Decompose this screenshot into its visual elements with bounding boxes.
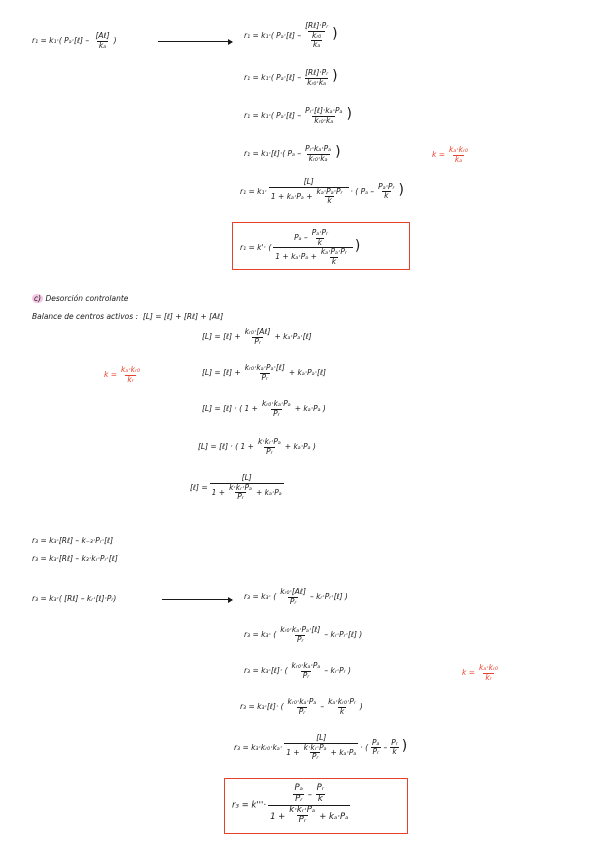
- r3-rate-a: r₃ = k₃·[Rℓ] – k₋₃·Pᵣ·[ℓ]: [32, 536, 114, 545]
- k-definition-b: k = $\frac{\text{kₐ·kᵣ₀}}{\text{kₐ}}$: [432, 145, 468, 164]
- r3-final: r₃ = k'''· $\frac{\text{Pₐ}}{\text{Pᵣ}}$ – $\frac{\text{Pᵣ}}{k}$ 1 + $\frac{\text{k·kᵣ·Pₐ}}{\text{Pᵣ}}$ + kₐ·Pₐ: [232, 783, 349, 826]
- r1-step-1: r₁ = k₁·( Pₐ·[ℓ] – $\frac{\text{[Rℓ]·Pᵣ}}{\frac{\text{kᵣ₀}}{\text{kₐ}}}$ ): [244, 21, 338, 50]
- r1-step-4: r₁ = k₁·[ℓ]·( Pₐ – $\frac{\text{Pᵣ·kₐ·Pₐ}}{\text{kᵣ₀·kₐ}}$ ): [244, 143, 341, 163]
- balance-step-4: [L] = [ℓ] · ( 1 + $\frac{\text{k·kᵣ·Pₐ}}{\text{Pᵣ}}$ + kₐ·Pₐ ): [198, 437, 316, 456]
- r1-definition: r₁ = k₁·( Pₐ·[ℓ] – $\frac{\text{[Aℓ]}}{\text{kₐ}}$ ): [32, 31, 117, 50]
- balance-step-5: [ℓ] = [L] 1 + $\frac{\text{k·kᵣ·Pₐ}}{\text{Pᵣ}}$ + kₐ·Pₐ: [190, 473, 282, 502]
- arrow-right-icon: [162, 599, 232, 600]
- balance-step-1: [L] = [ℓ] + $\frac{\text{kᵣ₀·[Aℓ]}}{\text{Pᵣ}}$ + kₐ·Pₐ·[ℓ]: [202, 327, 312, 346]
- balance-step-2: [L] = [ℓ] + $\frac{\text{kᵣ₀·kₐ·Pₐ·[ℓ]}}{\text{Pᵣ}}$ + kₐ·Pₐ·[ℓ]: [202, 363, 326, 382]
- balance-label: Balance de centros activos : [L] = [ℓ] + [Rℓ] + [Aℓ]: [32, 312, 224, 321]
- r1-final: r₁ = k'· ( Pₐ – $\frac{\text{Pₐ·Pᵣ}}{k}$ 1 + kₐ·Pₐ + $\frac{\text{kₐ·Pₐ·Pᵣ}}{k}$ ): [240, 228, 361, 266]
- r3-step-5: r₃ = k₃·kᵣ₀·kₐ· [L] 1 + $\frac{\text{k·kᵣ·Pₐ}}{\text{Pᵣ}}$ + kₐ·Pₐ · ( $\frac{\text{Pₐ}}{\text{Pᵣ}}$ – $\frac{\text{Pᵣ}}{k}$ ): [234, 733, 408, 762]
- r3-rate-b: r₃ = k₃·[Rℓ] – k₃·kᵣ·Pᵣ·[ℓ]: [32, 554, 118, 563]
- r1-step-5: r₁ = k₁· [L] 1 + kₐ·Pₐ + $\frac{\text{kₐ·Pₐ·Pᵣ}}{k}$ · ( Pₐ – $\frac{\text{Pₐ·Pᵣ}}{k}$ ): [240, 177, 404, 206]
- r1-step-3: r₁ = k₁·( Pₐ·[ℓ] – $\frac{\text{Pᵣ·[ℓ]·kₐ·Pₐ}}{\text{kᵣ₀·kₐ}}$ ): [244, 105, 352, 125]
- k-definition-c2: k = $\frac{\text{kₐ·kᵣ₀}}{\text{kᵣ}}$: [462, 663, 498, 682]
- r3-step-3: r₃ = k₃·[ℓ]· ( $\frac{\text{kᵣ₀·kₐ·Pₐ}}{\text{Pᵣ}}$ – kᵣ·Pᵣ ): [244, 661, 351, 680]
- r3-step-4: r₃ = k₃·[ℓ]· ( $\frac{\text{kᵣ₀·kₐ·Pₐ}}{\text{Pᵣ}}$ – $\frac{\text{kₐ·kᵣ₀·Pᵣ}}{k}$ ): [240, 697, 363, 716]
- section-c-heading: c) Desorción controlante: [34, 294, 129, 303]
- r3-definition: r₃ = k₃·( [Rℓ] – kᵣ·[ℓ]·Pᵣ): [32, 594, 117, 603]
- r3-step-2: r₃ = k₃· ( $\frac{\text{kᵣ₀·kₐ·Pₐ·[ℓ]}}{\text{Pᵣ}}$ – kᵣ·Pᵣ·[ℓ] ): [244, 625, 363, 644]
- balance-step-3: [L] = [ℓ] · ( 1 + $\frac{\text{kᵣ₀·kₐ·Pₐ}}{\text{Pᵣ}}$ + kₐ·Pₐ ): [202, 399, 326, 418]
- k-definition-c: k = $\frac{\text{kₐ·kᵣ₀}}{\text{kᵣ}}$: [104, 365, 140, 384]
- arrow-right-icon: [158, 41, 232, 42]
- r3-step-1: r₃ = k₃· ( $\frac{\text{kᵣ₀·[Aℓ]}}{\text{Pᵣ}}$ – kᵣ·Pᵣ·[ℓ] ): [244, 587, 348, 606]
- r1-step-2: r₁ = k₁·( Pₐ·[ℓ] – $\frac{\text{[Rℓ]·Pᵣ}}{\text{kᵣ₀·kₐ}}$ ): [244, 67, 338, 87]
